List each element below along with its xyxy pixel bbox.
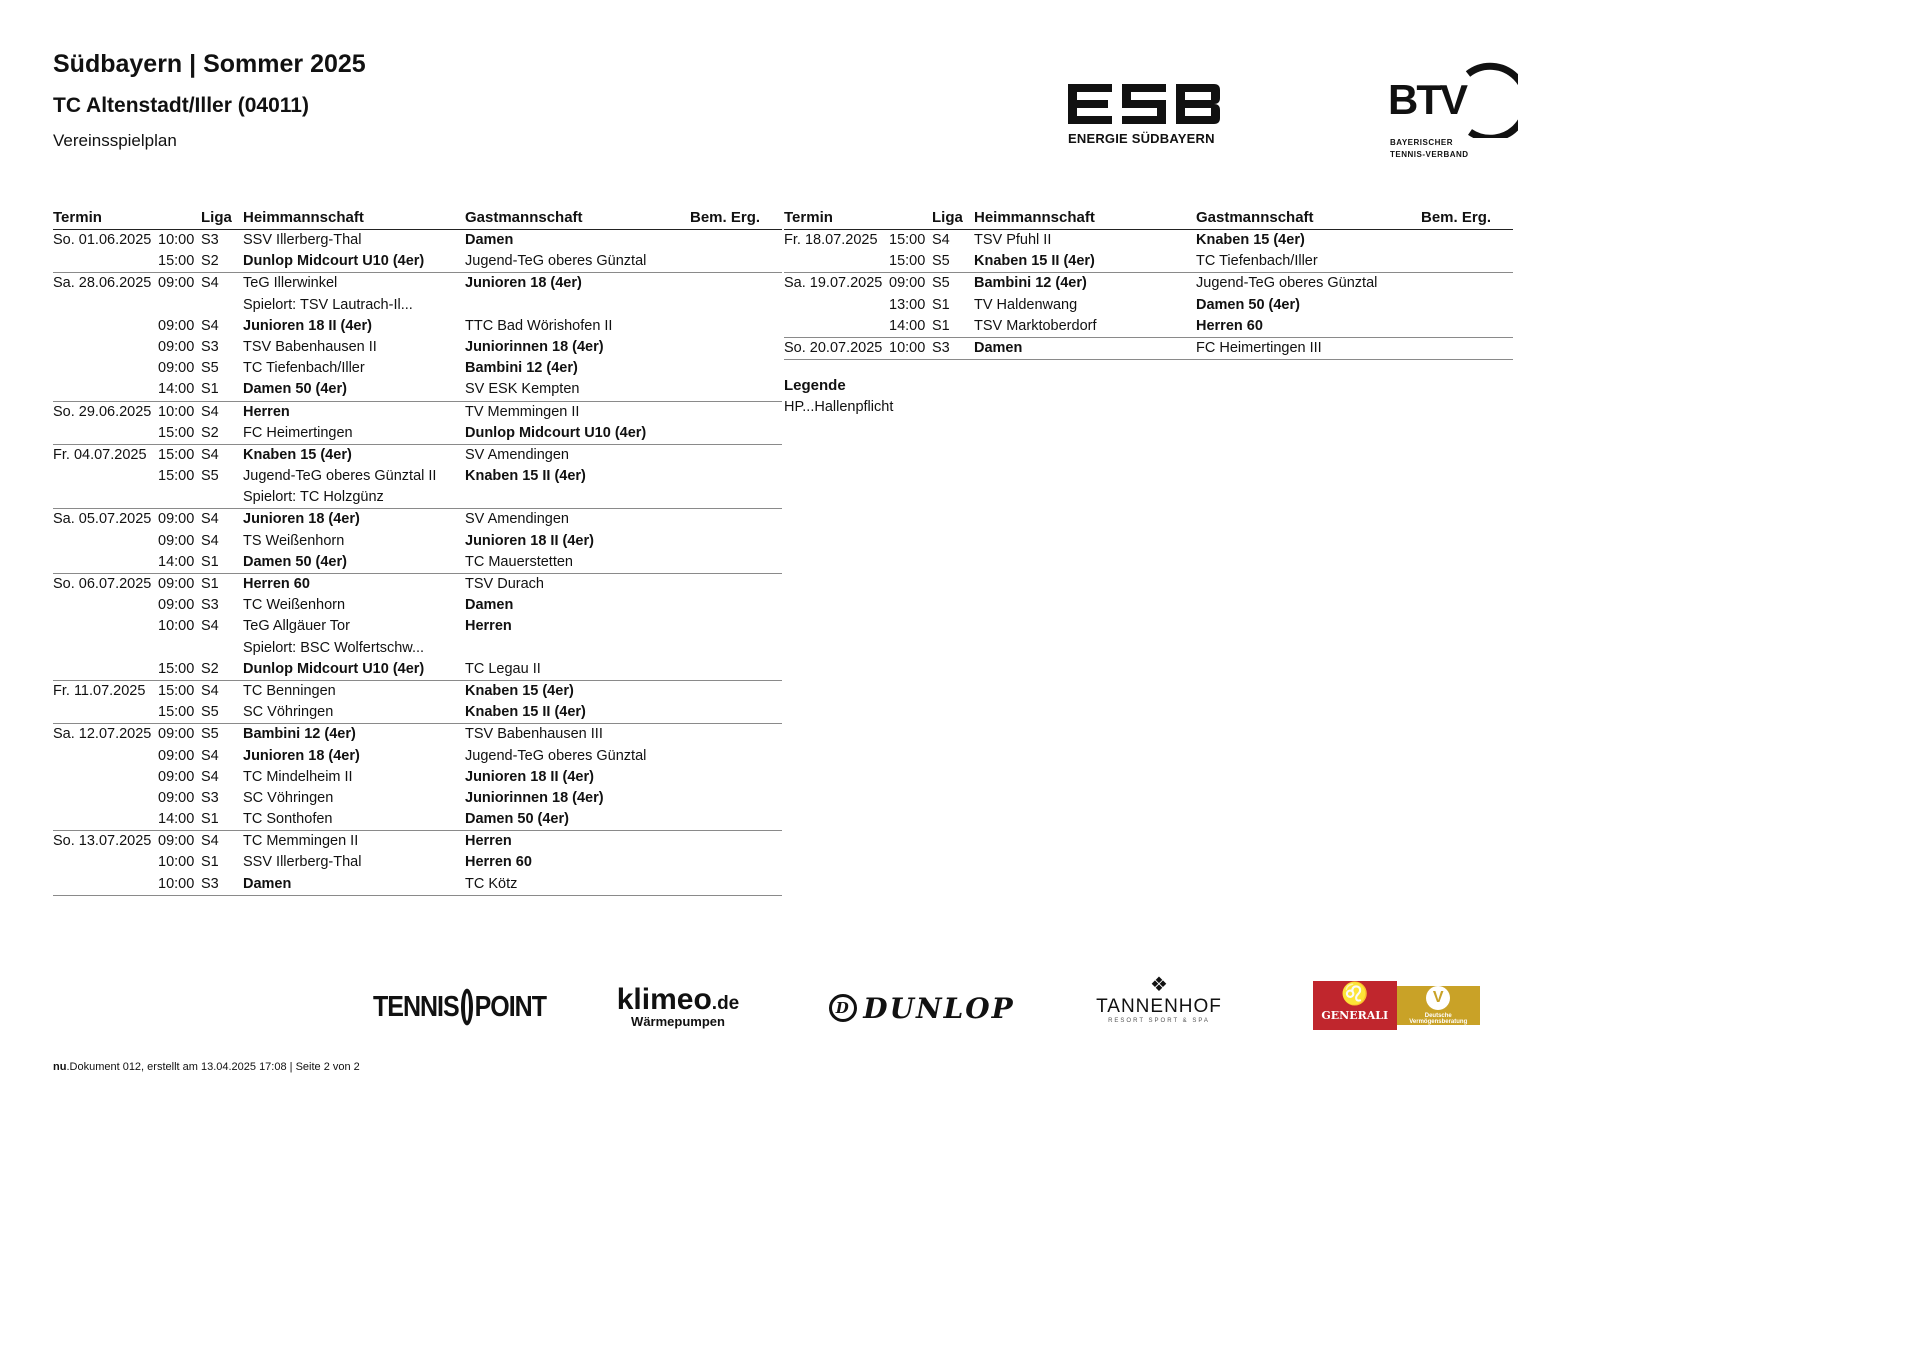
home-team: Damen 50 (4er) bbox=[243, 381, 347, 398]
match-liga: S5 bbox=[201, 360, 219, 377]
home-team: Junioren 18 (4er) bbox=[243, 511, 360, 528]
match-liga: S3 bbox=[201, 875, 219, 892]
klimeo-tld: .de bbox=[711, 992, 740, 1014]
match-time: 13:00 bbox=[889, 296, 926, 313]
footer-text: .Dokument 012, erstellt am 13.04.2025 17:08 | Seite 2 von 2 bbox=[66, 1061, 360, 1073]
home-team: SC Vöhringen bbox=[243, 789, 334, 806]
match-date: Fr. 11.07.2025 bbox=[53, 682, 146, 699]
match-day-group bbox=[53, 273, 782, 401]
dvag-block bbox=[1397, 986, 1481, 1025]
guest-team: Jugend-TeG oberes Günztal bbox=[465, 747, 647, 764]
guest-team: TC Kötz bbox=[465, 875, 518, 892]
header-bem: Bem. Erg. bbox=[690, 209, 761, 226]
home-team: TC Mindelheim II bbox=[243, 768, 353, 785]
home-team: TC Sonthofen bbox=[243, 811, 333, 828]
match-liga: S4 bbox=[201, 511, 219, 528]
match-liga: S5 bbox=[201, 468, 219, 485]
generali-block bbox=[1313, 981, 1397, 1030]
tannenhof-sub: RESORT SPORT & SPA bbox=[1108, 1018, 1210, 1024]
dunlop-logo bbox=[808, 990, 1036, 1026]
home-team: TC Weißenhorn bbox=[243, 597, 346, 614]
klimeo-logo bbox=[608, 982, 748, 1030]
table-body bbox=[53, 230, 782, 896]
esb-name: ENERGIE SÜDBAYERN bbox=[1068, 131, 1215, 146]
guest-team: Junioren 18 II (4er) bbox=[465, 768, 594, 785]
match-liga: S1 bbox=[201, 811, 219, 828]
match-liga: S1 bbox=[201, 381, 219, 398]
home-team: FC Heimertingen bbox=[243, 424, 353, 441]
guest-team: Damen bbox=[465, 597, 514, 614]
guest-team: SV ESK Kempten bbox=[465, 381, 580, 398]
match-time: 09:00 bbox=[158, 317, 195, 334]
table-row bbox=[53, 724, 782, 745]
match-time: 09:00 bbox=[158, 275, 195, 292]
btv-subtitle bbox=[1390, 137, 1469, 161]
generali-dvag-logo bbox=[1313, 973, 1480, 1038]
match-liga: S3 bbox=[201, 338, 219, 355]
match-time: 15:00 bbox=[158, 424, 195, 441]
table-row bbox=[784, 316, 1513, 337]
table-row bbox=[53, 574, 782, 595]
home-team: TC Tiefenbach/Iller bbox=[243, 360, 365, 377]
table-row bbox=[53, 767, 782, 788]
home-team: Junioren 18 (4er) bbox=[243, 747, 360, 764]
match-day-group bbox=[53, 445, 782, 510]
tennis-ball-icon bbox=[461, 989, 473, 1026]
home-team: Dunlop Midcourt U10 (4er) bbox=[243, 660, 425, 677]
table-row bbox=[53, 379, 782, 400]
header-heim: Heimmannschaft bbox=[243, 209, 364, 226]
home-team: Spielort: TSV Lautrach-Il... bbox=[243, 296, 413, 313]
match-time: 09:00 bbox=[158, 338, 195, 355]
match-time: 15:00 bbox=[158, 660, 195, 677]
dvag-line2: Vermögensberatung bbox=[1409, 1019, 1468, 1025]
match-date: Sa. 19.07.2025 bbox=[784, 275, 883, 292]
dvag-line1: Deutsche bbox=[1424, 1013, 1452, 1019]
match-time: 15:00 bbox=[158, 704, 195, 721]
table-row bbox=[53, 316, 782, 337]
match-liga: S4 bbox=[932, 232, 950, 248]
match-date: Sa. 05.07.2025 bbox=[53, 511, 152, 528]
match-time: 15:00 bbox=[889, 232, 926, 248]
btv-mark: BTV bbox=[1388, 76, 1466, 123]
match-time: 09:00 bbox=[158, 532, 195, 549]
guest-team: SV Amendingen bbox=[465, 446, 569, 463]
match-time: 15:00 bbox=[158, 253, 195, 270]
table-row bbox=[53, 595, 782, 616]
match-date: So. 20.07.2025 bbox=[784, 339, 883, 356]
table-row bbox=[53, 788, 782, 809]
match-liga: S2 bbox=[201, 253, 219, 270]
guest-team: Knaben 15 II (4er) bbox=[465, 704, 586, 721]
match-day-group bbox=[53, 681, 782, 724]
guest-team: Damen 50 (4er) bbox=[465, 811, 569, 828]
match-time: 09:00 bbox=[158, 833, 195, 850]
footer-brand: nu bbox=[53, 1061, 67, 1073]
home-team: TV Haldenwang bbox=[974, 296, 1078, 313]
table-row bbox=[784, 295, 1513, 316]
match-time: 14:00 bbox=[158, 811, 195, 828]
table-body bbox=[784, 230, 1513, 360]
match-time: 09:00 bbox=[158, 360, 195, 377]
legend-item: HP...Hallenpflicht bbox=[784, 399, 894, 415]
match-liga: S4 bbox=[201, 446, 219, 463]
page-title: Südbayern | Sommer 2025 bbox=[53, 50, 366, 78]
match-time: 09:00 bbox=[158, 576, 195, 592]
home-team: TSV Babenhausen II bbox=[243, 338, 377, 355]
header-liga: Liga bbox=[932, 209, 963, 226]
guest-team: Junioren 18 (4er) bbox=[465, 275, 582, 292]
guest-team: Herren 60 bbox=[465, 854, 532, 871]
home-team: Bambini 12 (4er) bbox=[243, 726, 356, 743]
lion-icon: ♌ bbox=[1341, 981, 1369, 1007]
header-heim: Heimmannschaft bbox=[974, 209, 1095, 226]
table-row bbox=[53, 852, 782, 873]
guest-team: TTC Bad Wörishofen II bbox=[465, 317, 613, 334]
dvag-v-icon: V bbox=[1426, 986, 1450, 1010]
home-team: TSV Pfuhl II bbox=[974, 232, 1052, 248]
guest-team: Juniorinnen 18 (4er) bbox=[465, 338, 604, 355]
table-row bbox=[784, 273, 1513, 294]
match-time: 15:00 bbox=[158, 468, 195, 485]
match-time: 09:00 bbox=[158, 789, 195, 806]
match-date: Sa. 12.07.2025 bbox=[53, 726, 152, 743]
home-team: Knaben 15 (4er) bbox=[243, 446, 352, 463]
guest-team: FC Heimertingen III bbox=[1196, 339, 1322, 356]
table-row bbox=[53, 746, 782, 767]
match-time: 10:00 bbox=[158, 618, 195, 635]
header-liga: Liga bbox=[201, 209, 232, 226]
match-time: 14:00 bbox=[889, 317, 926, 334]
home-team: Spielort: BSC Wolfertschw... bbox=[243, 639, 425, 656]
match-time: 10:00 bbox=[889, 339, 926, 356]
match-date: So. 06.07.2025 bbox=[53, 576, 152, 592]
home-team: TS Weißenhorn bbox=[243, 532, 345, 549]
guest-team: TV Memmingen II bbox=[465, 403, 580, 420]
match-liga: S2 bbox=[201, 660, 219, 677]
guest-team: TC Legau II bbox=[465, 660, 541, 677]
table-row bbox=[53, 445, 782, 466]
match-time: 15:00 bbox=[889, 253, 926, 270]
match-liga: S1 bbox=[201, 553, 219, 570]
table-row bbox=[53, 638, 782, 659]
match-time: 09:00 bbox=[158, 768, 195, 785]
match-liga: S4 bbox=[201, 682, 219, 699]
btv-line1: BAYERISCHER bbox=[1390, 138, 1453, 147]
table-row bbox=[53, 809, 782, 830]
match-time: 09:00 bbox=[158, 511, 195, 528]
home-team: TeG Allgäuer Tor bbox=[243, 618, 350, 635]
home-team: Herren 60 bbox=[243, 576, 310, 592]
table-row bbox=[53, 251, 782, 272]
match-liga: S4 bbox=[201, 317, 219, 334]
footer bbox=[53, 1061, 360, 1073]
table-row bbox=[53, 874, 782, 895]
home-team: TeG Illerwinkel bbox=[243, 275, 338, 292]
tennis-point-text-b: POINT bbox=[474, 990, 546, 1023]
schedule-table-left bbox=[53, 207, 782, 896]
table-row bbox=[784, 251, 1513, 272]
home-team: Damen 50 (4er) bbox=[243, 553, 347, 570]
guest-team: TSV Babenhausen III bbox=[465, 726, 603, 743]
match-liga: S4 bbox=[201, 833, 219, 850]
tennis-point-text-a: TENNIS bbox=[373, 990, 459, 1023]
match-time: 14:00 bbox=[158, 553, 195, 570]
tannenhof-text: TANNENHOF bbox=[1096, 996, 1222, 1017]
match-time: 09:00 bbox=[158, 726, 195, 743]
table-row bbox=[53, 509, 782, 530]
guest-team: Dunlop Midcourt U10 (4er) bbox=[465, 424, 647, 441]
match-date: Fr. 04.07.2025 bbox=[53, 446, 147, 463]
klimeo-main: klimeo bbox=[616, 982, 712, 1016]
header-gast: Gastmannschaft bbox=[465, 209, 583, 226]
match-liga: S5 bbox=[932, 253, 950, 270]
guest-team: Herren 60 bbox=[1196, 317, 1263, 334]
home-team: TC Memmingen II bbox=[243, 833, 359, 850]
match-liga: S4 bbox=[201, 747, 219, 764]
match-time: 14:00 bbox=[158, 381, 195, 398]
match-liga: S4 bbox=[201, 403, 219, 420]
home-team: Damen bbox=[243, 875, 292, 892]
home-team: SSV Illerberg-Thal bbox=[243, 232, 362, 248]
btv-logo bbox=[1388, 58, 1518, 160]
home-team: TC Benningen bbox=[243, 682, 336, 699]
match-liga: S3 bbox=[201, 789, 219, 806]
match-liga: S1 bbox=[932, 296, 950, 313]
match-liga: S3 bbox=[201, 232, 219, 248]
esb-wordmark-icon bbox=[1068, 84, 1220, 124]
match-time: 15:00 bbox=[158, 682, 195, 699]
match-date: So. 29.06.2025 bbox=[53, 403, 152, 420]
header-termin: Termin bbox=[784, 209, 833, 226]
klimeo-wordmark bbox=[616, 982, 740, 1016]
home-team: Bambini 12 (4er) bbox=[974, 275, 1087, 292]
match-liga: S5 bbox=[201, 704, 219, 721]
home-team: TSV Marktoberdorf bbox=[974, 317, 1097, 334]
tannenhof-logo bbox=[1096, 968, 1222, 1030]
table-row bbox=[53, 552, 782, 573]
match-day-group bbox=[53, 402, 782, 445]
header-gast: Gastmannschaft bbox=[1196, 209, 1314, 226]
match-liga: S4 bbox=[201, 618, 219, 635]
table-row bbox=[53, 358, 782, 379]
schedule-table-right bbox=[784, 207, 1513, 360]
home-team: SC Vöhringen bbox=[243, 704, 334, 721]
match-liga: S3 bbox=[932, 339, 950, 356]
guest-team: Jugend-TeG oberes Günztal bbox=[465, 253, 647, 270]
match-time: 09:00 bbox=[158, 597, 195, 614]
guest-team: Knaben 15 II (4er) bbox=[465, 468, 586, 485]
home-team: Damen bbox=[974, 339, 1023, 356]
guest-team: Junioren 18 II (4er) bbox=[465, 532, 594, 549]
table-row bbox=[53, 273, 782, 294]
match-liga: S1 bbox=[201, 576, 219, 592]
table-row bbox=[784, 338, 1513, 359]
guest-team: Jugend-TeG oberes Günztal bbox=[1196, 275, 1378, 292]
legend-title: Legende bbox=[784, 377, 846, 394]
table-row bbox=[53, 423, 782, 444]
home-team: Dunlop Midcourt U10 (4er) bbox=[243, 253, 425, 270]
table-row bbox=[784, 230, 1513, 251]
guest-team: Herren bbox=[465, 833, 512, 850]
table-row bbox=[53, 616, 782, 637]
guest-team: TC Mauerstetten bbox=[465, 553, 573, 570]
match-date: So. 01.06.2025 bbox=[53, 232, 152, 248]
match-day-group bbox=[53, 831, 782, 896]
home-team: Herren bbox=[243, 403, 290, 420]
match-time: 09:00 bbox=[158, 747, 195, 764]
match-date: Sa. 28.06.2025 bbox=[53, 275, 152, 292]
match-day-group bbox=[53, 230, 782, 273]
match-day-group bbox=[784, 338, 1513, 360]
home-team: Knaben 15 II (4er) bbox=[974, 253, 1095, 270]
header-bem: Bem. Erg. bbox=[1421, 209, 1492, 226]
table-row bbox=[53, 531, 782, 552]
match-time: 15:00 bbox=[158, 446, 195, 463]
table-row bbox=[53, 702, 782, 723]
match-time: 10:00 bbox=[158, 875, 195, 892]
table-row bbox=[53, 337, 782, 358]
match-liga: S4 bbox=[201, 532, 219, 549]
table-header bbox=[784, 207, 1513, 230]
match-liga: S5 bbox=[201, 726, 219, 743]
tennis-point-logo bbox=[373, 982, 546, 1033]
match-liga: S3 bbox=[201, 597, 219, 614]
match-liga: S2 bbox=[201, 424, 219, 441]
table-row bbox=[53, 402, 782, 423]
header-termin: Termin bbox=[53, 209, 102, 226]
btv-line2: TENNIS-VERBAND bbox=[1390, 150, 1469, 159]
match-day-group bbox=[784, 230, 1513, 273]
guest-team: Damen 50 (4er) bbox=[1196, 296, 1300, 313]
match-time: 10:00 bbox=[158, 403, 195, 420]
match-date: So. 13.07.2025 bbox=[53, 833, 152, 850]
match-liga: S1 bbox=[201, 854, 219, 871]
guest-team: Juniorinnen 18 (4er) bbox=[465, 789, 604, 806]
table-row bbox=[53, 487, 782, 508]
table-row bbox=[53, 831, 782, 852]
match-time: 10:00 bbox=[158, 232, 195, 248]
guest-team: TSV Durach bbox=[465, 576, 544, 592]
table-row bbox=[53, 230, 782, 251]
document-subtitle: Vereinsspielplan bbox=[53, 131, 177, 150]
table-row bbox=[53, 659, 782, 680]
match-liga: S4 bbox=[201, 768, 219, 785]
guest-team: Bambini 12 (4er) bbox=[465, 360, 578, 377]
match-time: 09:00 bbox=[889, 275, 926, 292]
home-team: SSV Illerberg-Thal bbox=[243, 854, 362, 871]
home-team: Junioren 18 II (4er) bbox=[243, 317, 372, 334]
match-time: 10:00 bbox=[158, 854, 195, 871]
table-row bbox=[53, 466, 782, 487]
generali-text: GENERALI bbox=[1321, 1009, 1389, 1022]
dunlop-text: DUNLOP bbox=[863, 991, 1015, 1025]
match-day-group bbox=[784, 273, 1513, 338]
match-date: Fr. 18.07.2025 bbox=[784, 232, 878, 248]
match-day-group bbox=[53, 574, 782, 681]
match-liga: S1 bbox=[932, 317, 950, 334]
guest-team: Herren bbox=[465, 618, 512, 635]
table-row bbox=[53, 295, 782, 316]
klimeo-sub: Wärmepumpen bbox=[631, 1013, 725, 1029]
guest-team: SV Amendingen bbox=[465, 511, 569, 528]
table-row bbox=[53, 681, 782, 702]
table-header bbox=[53, 207, 782, 230]
guest-team: Knaben 15 (4er) bbox=[465, 682, 574, 699]
match-liga: S5 bbox=[932, 275, 950, 292]
legend bbox=[784, 377, 893, 415]
club-title: TC Altenstadt/Iller (04011) bbox=[53, 94, 309, 117]
esb-logo bbox=[1068, 84, 1224, 146]
guest-team: Damen bbox=[465, 232, 514, 248]
home-team: Jugend-TeG oberes Günztal II bbox=[243, 468, 437, 485]
pine-cone-icon: ❖ bbox=[1150, 974, 1168, 996]
match-day-group bbox=[53, 724, 782, 831]
match-liga: S4 bbox=[201, 275, 219, 292]
home-team: Spielort: TC Holzgünz bbox=[243, 489, 384, 506]
match-day-group bbox=[53, 509, 782, 574]
dunlop-d-icon: D bbox=[829, 994, 857, 1022]
guest-team: Knaben 15 (4er) bbox=[1196, 232, 1305, 248]
guest-team: TC Tiefenbach/Iller bbox=[1196, 253, 1318, 270]
